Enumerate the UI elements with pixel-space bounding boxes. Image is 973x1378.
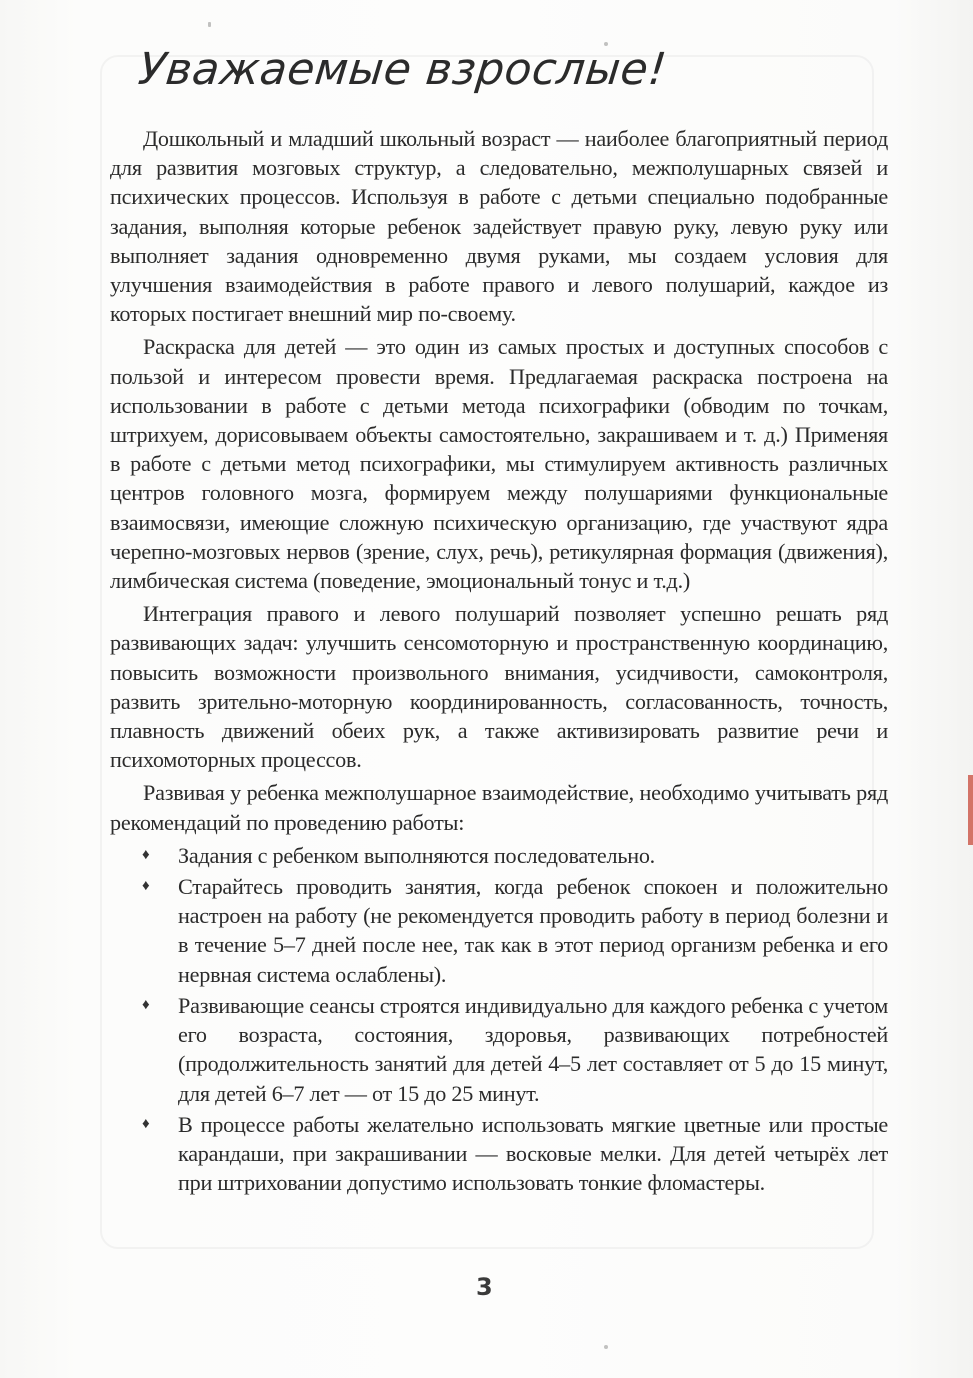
recommendations-list [110,841,888,1197]
list-item-text: Задания с ребенком выполняются последовательно. [178,842,655,868]
edge-color-mark [968,775,973,845]
diamond-bullet-icon: ♦ [142,1115,150,1132]
scan-speck [208,22,211,27]
paragraph-integration: Интеграция правого и левого полушарий позволяет успешно решать ряд развивающих задач: улучшить сенсомоторную и пространственную координацию, повысить возможности произвольного внимания, усидчивости, самоконтроля, развить зрительно-моторную координированность, согласованность, точность, плавность движений обеих рук, а также активизировать развитие речи и психомоторных процессов. [110,601,888,773]
paragraph-intro: Дошкольный и младший школьный возраст — наиболее благоприятный период для развития мозговых структур, а следовательно, межполушарных связей и психических процессов. Используя в работе с детьми специально подобранные задания, выполняя которые ребенок задействует правую руку, левую руку или выполняет задания одновременно двумя руками, мы создаем условия для улучшения взаимодействия в работе правого и левого полушарий, каждое из которых постигает внешний мир по-своему. [110,126,888,327]
list-item-text: В процессе работы желательно использовать мягкие цветные или простые карандаши, при закрашивании — восковые мелки. Для детей четырёх лет при штриховании допустимо использовать тонкие фломастеры. [178,1111,888,1196]
page-number: 3 [476,1273,493,1301]
page-title: Уважаемые взрослые! [136,44,670,95]
diamond-bullet-icon: ♦ [142,996,150,1013]
paragraph-coloring: Раскраска для детей — это один из самых простых и доступных способов с пользой и интересом провести время. Предлагаемая раскраска построена на использовании в работе с детьми метода психографики (обводим по точкам, штрихуем, дорисовываем объекты самостоятельно, закрашиваем и т. д.) Применяя в работе с детьми метод психографики, мы стимулируем активность различных центров головного мозга, формируем между полушариями функциональные взаимосвязи, имеющие сложную психическую организацию, где участвуют ядра черепно-мозговых нервов (зрение, слух, речь), ретикулярная формация (движения), лимбическая система (поведение, эмоциональный тонус и т.д.) [110,334,888,594]
list-item [110,841,888,870]
body-text [110,124,888,1199]
list-item-text: Развивающие сеансы строятся индивидуально для каждого ребенка с учетом его возраста, состояния, здоровья, развивающих потребностей (продолжительность занятий для детей 4–5 лет составляет от 5 до 15 минут, для детей 6–7 лет — от 15 до 25 минут. [178,992,888,1106]
list-item-text: Старайтесь проводить занятия, когда ребенок спокоен и положительно настроен на работу (не рекомендуется проводить работу в период болезни и в течение 5–7 дней после нее, так как в этот период организм ребенка и его нервная система ослаблены). [178,874,888,987]
list-item [110,872,888,989]
diamond-bullet-icon: ♦ [142,846,150,863]
paragraph-recommendations-intro: Развивая у ребенка межполушарное взаимодействие, необходимо учитывать ряд рекомендаций по проведению работы: [110,780,888,835]
scan-speck [604,1345,608,1349]
diamond-bullet-icon: ♦ [142,878,150,895]
list-item [110,991,888,1108]
list-item [110,1110,888,1198]
